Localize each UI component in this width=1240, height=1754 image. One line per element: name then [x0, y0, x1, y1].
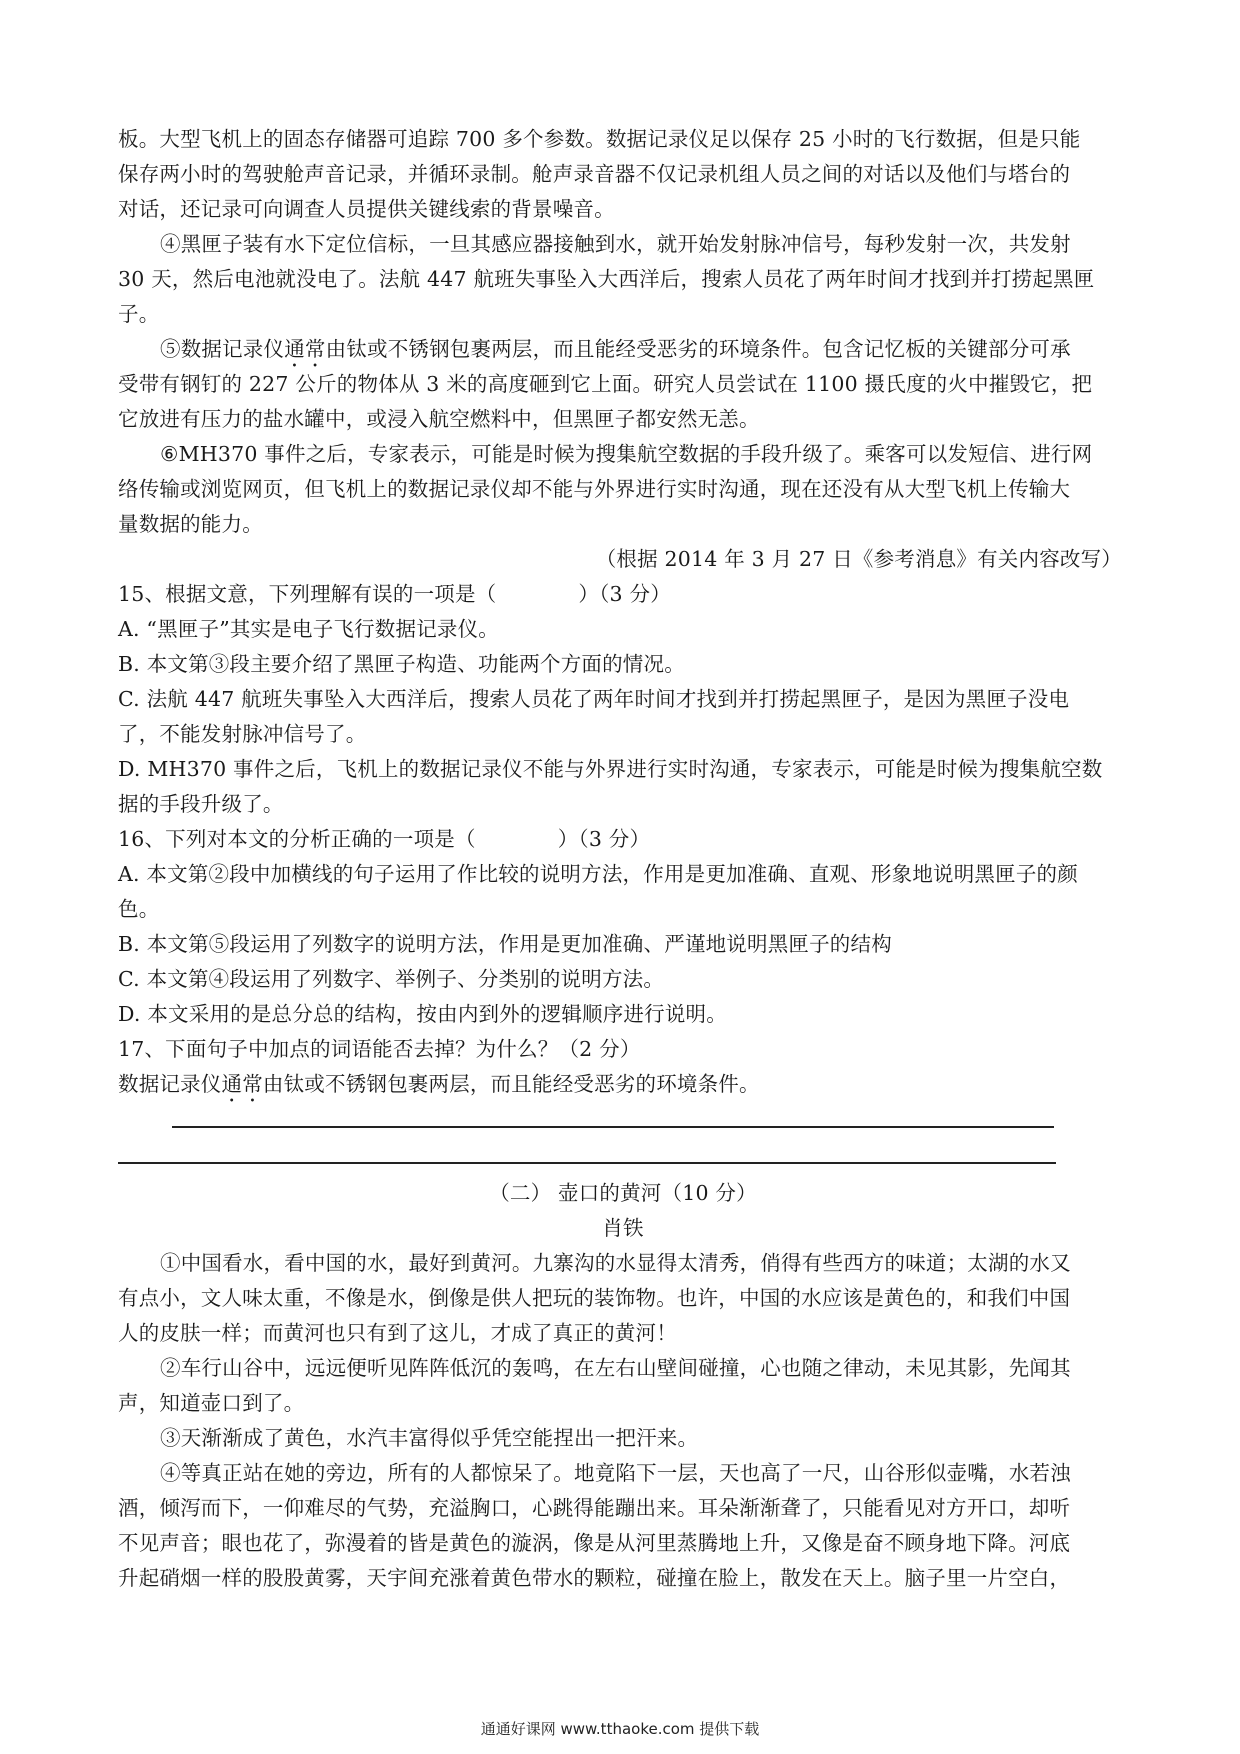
paragraph-line: 酒，倾泻而下，一仰难尽的气势，充溢胸口，心跳得能蹦出来。耳朵渐渐聋了，只能看见对方开口，却听 — [118, 1496, 1071, 1520]
paragraph-line: ②车行山谷中，远远便听见阵阵低沉的轰鸣，在左右山壁间碰撞，心也随之律动，未见其影，先闻其 — [160, 1356, 1071, 1380]
paragraph-line: ①中国看水，看中国的水，最好到黄河。九寨沟的水显得太清秀，俏得有些西方的味道；太湖的水又 — [160, 1251, 1071, 1275]
text-run: 数据记录仪 — [118, 1072, 222, 1096]
source-citation: （根据 2014 年 3 月 27 日《参考消息》有关内容改写） — [595, 547, 1122, 571]
paragraph-line: ③天渐渐成了黄色，水汽丰富得似乎凭空能捏出一把汗来。 — [160, 1426, 699, 1450]
paragraph-line: 有点小，文人味太重，不像是水，倒像是供人把玩的装饰物。也许，中国的水应该是黄色的，和我们中国 — [118, 1286, 1071, 1310]
paragraph-line: 对话，还记录可向调查人员提供关键线索的背景噪音。 — [118, 197, 615, 221]
option-c-cont: 了，不能发射脉冲信号了。 — [118, 722, 367, 746]
option-b: B. 本文第⑤段运用了列数字的说明方法，作用是更加准确、严谨地说明黑匣子的结构 — [118, 932, 892, 956]
text-run: 15、根据文意，下列理解有误的一项是（ — [118, 582, 497, 606]
text-run: ）（3 分） — [557, 827, 651, 851]
answer-line[interactable] — [172, 1126, 1054, 1128]
option-d: D. MH370 事件之后，飞机上的数据记录仪不能与外界进行实时沟通，专家表示，可能是时候为搜集航空数 — [118, 757, 1103, 781]
question-17-sentence — [118, 1067, 1128, 1102]
text-run: ）（3 分） — [578, 582, 671, 606]
answer-line[interactable] — [118, 1162, 1056, 1164]
section-title: （二） 壶口的黄河（10 分） — [489, 1181, 757, 1205]
text-run: 由钛或不锈钢包裹两层，而且能经受恶劣的环境条件。 — [262, 1072, 760, 1096]
question-15-stem — [118, 577, 1128, 612]
option-d: D. 本文采用的是总分总的结构，按由内到外的逻辑顺序进行说明。 — [118, 1002, 727, 1026]
page-footer: 通通好课网 www.tthaoke.com 提供下载 — [480, 1720, 760, 1738]
question-16-stem — [118, 822, 1128, 857]
option-a-cont: 色。 — [118, 897, 160, 921]
option-d-cont: 据的手段升级了。 — [118, 792, 284, 816]
option-a: A. “黑匣子”其实是电子飞行数据记录仪。 — [118, 617, 499, 641]
paragraph-line: 声，知道壶口到了。 — [118, 1391, 305, 1415]
text-run: 16、下列对本文的分析正确的一项是（ — [118, 827, 476, 851]
paragraph-line: 保存两小时的驾驶舱声音记录，并循环录制。舱声录音器不仅记录机组人员之间的对话以及他们与塔台的 — [118, 162, 1071, 186]
paragraph-line: 升起硝烟一样的股股黄雾，天宇间充涨着黄色带水的颗粒，碰撞在脸上，散发在天上。脑子里一片空白， — [118, 1566, 1071, 1590]
document-page — [118, 122, 1128, 1596]
paragraph-line: 不见声音；眼也花了，弥漫着的皆是黄色的漩涡，像是从河里蒸腾地上升，又像是奋不顾身地下降。河底 — [118, 1531, 1071, 1555]
option-a: A. 本文第②段中加横线的句子运用了作比较的说明方法，作用是更加准确、直观、形象地说明黑匣子的颜 — [118, 862, 1078, 886]
author: 肖铁 — [602, 1216, 644, 1240]
paragraph-line: 子。 — [118, 302, 160, 326]
text-run: 由钛或不锈钢包裹两层，而且能经受恶劣的环境条件。包含记忆板的关键部分可承 — [325, 337, 1071, 361]
paragraph-line: ⑥MH370 事件之后，专家表示，可能是时候为搜集航空数据的手段升级了。乘客可以发短信、进行网 — [160, 442, 1093, 466]
dotted-emphasis-word: 通常 — [221, 1072, 263, 1096]
option-c: C. 本文第④段运用了列数字、举例子、分类别的说明方法。 — [118, 967, 665, 991]
answer-area — [118, 1102, 1128, 1176]
paragraph-line: 受带有钢钉的 227 公斤的物体从 3 米的高度砸到它上面。研究人员尝试在 1100 摄氏度的火中摧毁它，把 — [118, 372, 1093, 396]
paragraph-line: ④黑匣子装有水下定位信标，一旦其感应器接触到水，就开始发射脉冲信号，每秒发射一次，共发射 — [160, 232, 1071, 256]
paragraph-line: 它放进有压力的盐水罐中，或浸入航空燃料中，但黑匣子都安然无恙。 — [118, 407, 760, 431]
paragraph-line: 量数据的能力。 — [118, 512, 263, 536]
option-b: B. 本文第③段主要介绍了黑匣子构造、功能两个方面的情况。 — [118, 652, 685, 676]
paragraph-line: 人的皮肤一样；而黄河也只有到了这儿，才成了真正的黄河！ — [118, 1321, 677, 1345]
text-run: ⑤数据记录仪 — [160, 337, 285, 361]
question-17-stem: 17、下面句子中加点的词语能否去掉？为什么？（2 分） — [118, 1037, 641, 1061]
paragraph-line: 络传输或浏览网页，但飞机上的数据记录仪却不能与外界进行实时沟通，现在还没有从大型飞机上传输大 — [118, 477, 1071, 501]
paragraph-line: ④等真正站在她的旁边，所有的人都惊呆了。地竟陷下一层，天也高了一尺，山谷形似壶嘴，水若浊 — [160, 1461, 1071, 1485]
paragraph-line: 板。大型飞机上的固态存储器可追踪 700 多个参数。数据记录仪足以保存 25 小时的飞行数据，但是只能 — [118, 127, 1081, 151]
paragraph-line — [118, 332, 1128, 367]
option-c: C. 法航 447 航班失事坠入大西洋后，搜索人员花了两年时间才找到并打捞起黑匣子，是因为黑匣子没电 — [118, 687, 1070, 711]
paragraph-line: 30 天，然后电池就没电了。法航 447 航班失事坠入大西洋后，搜索人员花了两年时间才找到并打捞起黑匣 — [118, 267, 1095, 291]
dotted-emphasis-word: 通常 — [284, 337, 326, 361]
